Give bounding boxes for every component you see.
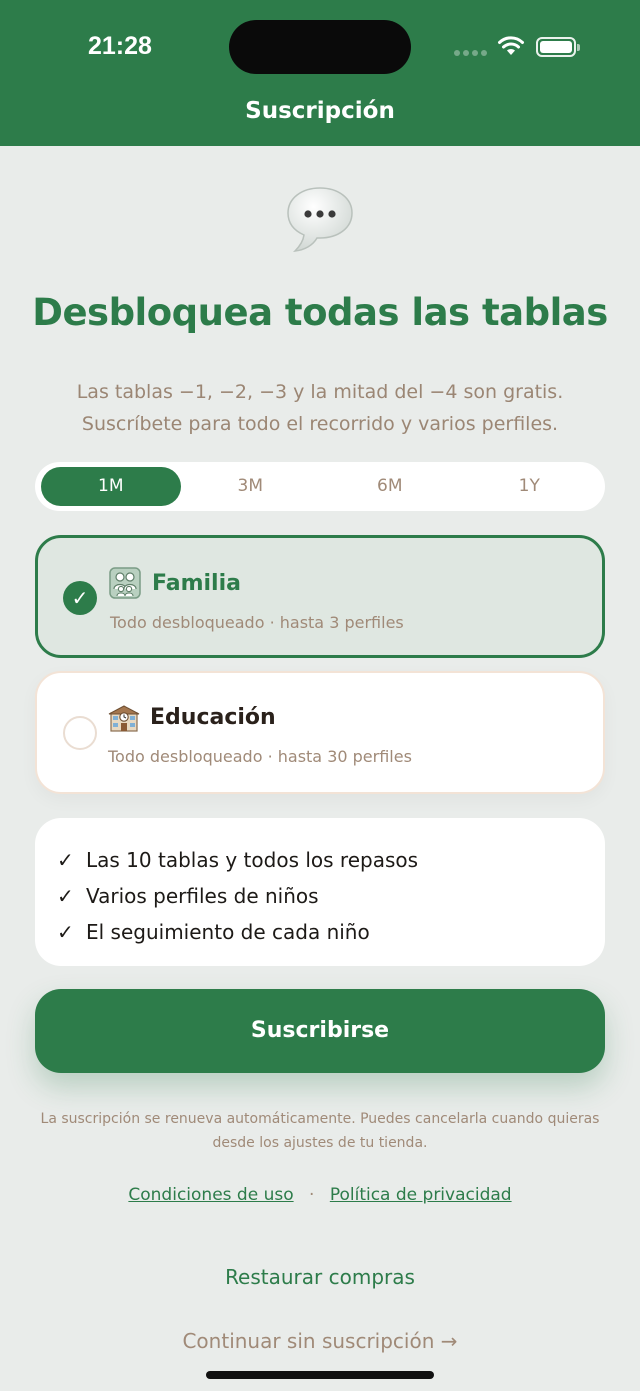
period-tab-3m[interactable]: 3M xyxy=(237,476,263,496)
status-time: 21:28 xyxy=(88,32,152,60)
plan-description: Todo desbloqueado · hasta 30 perfiles xyxy=(108,747,412,766)
feature-text: El seguimiento de cada niño xyxy=(86,920,370,944)
terms-link[interactable]: Condiciones de uso xyxy=(128,1185,294,1205)
checkmark-radio-icon[interactable]: ✓ xyxy=(63,581,97,615)
continue-without-subscription-button[interactable]: Continuar sin suscripción → xyxy=(182,1329,458,1353)
period-tab-1y[interactable]: 1Y xyxy=(518,476,540,496)
speech-bubble-icon xyxy=(284,184,356,256)
link-separator: · xyxy=(309,1185,315,1205)
check-icon: ✓ xyxy=(57,884,74,908)
subtitle xyxy=(40,376,600,440)
period-selector xyxy=(35,462,605,511)
plan-name: Educación xyxy=(150,705,276,730)
feature-item xyxy=(57,842,605,878)
radio-empty-icon[interactable] xyxy=(63,716,97,750)
feature-item xyxy=(57,914,605,950)
subtitle-line: Las tablas −1, −2, −3 y la mitad del −4 son gratis. xyxy=(76,381,564,403)
feature-text: Las 10 tablas y todos los repasos xyxy=(86,848,419,872)
disclaimer-line: desde los ajustes de tu tienda. xyxy=(212,1135,428,1151)
feature-text: Varios perfiles de niños xyxy=(86,884,319,908)
home-indicator xyxy=(206,1371,434,1379)
plan-card-familia[interactable] xyxy=(35,535,605,658)
main-heading: Desbloquea todas las tablas xyxy=(32,291,608,334)
page-title: Suscripción xyxy=(245,98,395,124)
wifi-icon xyxy=(497,35,525,57)
dynamic-island xyxy=(229,20,411,74)
renewal-disclaimer xyxy=(30,1107,610,1155)
plan-card-educacion[interactable] xyxy=(35,671,605,794)
plan-name: Familia xyxy=(152,571,241,596)
features-list xyxy=(35,818,605,966)
disclaimer-line: La suscripción se renueva automáticamente. Puedes cancelarla cuando quieras xyxy=(40,1111,600,1127)
check-icon: ✓ xyxy=(57,848,74,872)
subtitle-line: Suscríbete para todo el recorrido y varios perfiles. xyxy=(81,413,559,435)
subscribe-button[interactable]: Suscribirse xyxy=(35,989,605,1073)
school-icon xyxy=(108,702,140,734)
privacy-link[interactable]: Política de privacidad xyxy=(329,1185,512,1205)
period-tab-6m[interactable]: 6M xyxy=(377,476,403,496)
family-icon xyxy=(109,567,141,599)
restore-purchases-button[interactable]: Restaurar compras xyxy=(225,1265,415,1289)
plan-description: Todo desbloqueado · hasta 3 perfiles xyxy=(110,613,404,632)
top-header xyxy=(0,0,640,146)
check-icon: ✓ xyxy=(57,920,74,944)
period-tab-1m[interactable]: 1M xyxy=(41,467,181,506)
cellular-signal-icon xyxy=(454,50,487,56)
battery-icon xyxy=(536,37,576,57)
feature-item xyxy=(57,878,605,914)
legal-links xyxy=(0,1185,640,1205)
